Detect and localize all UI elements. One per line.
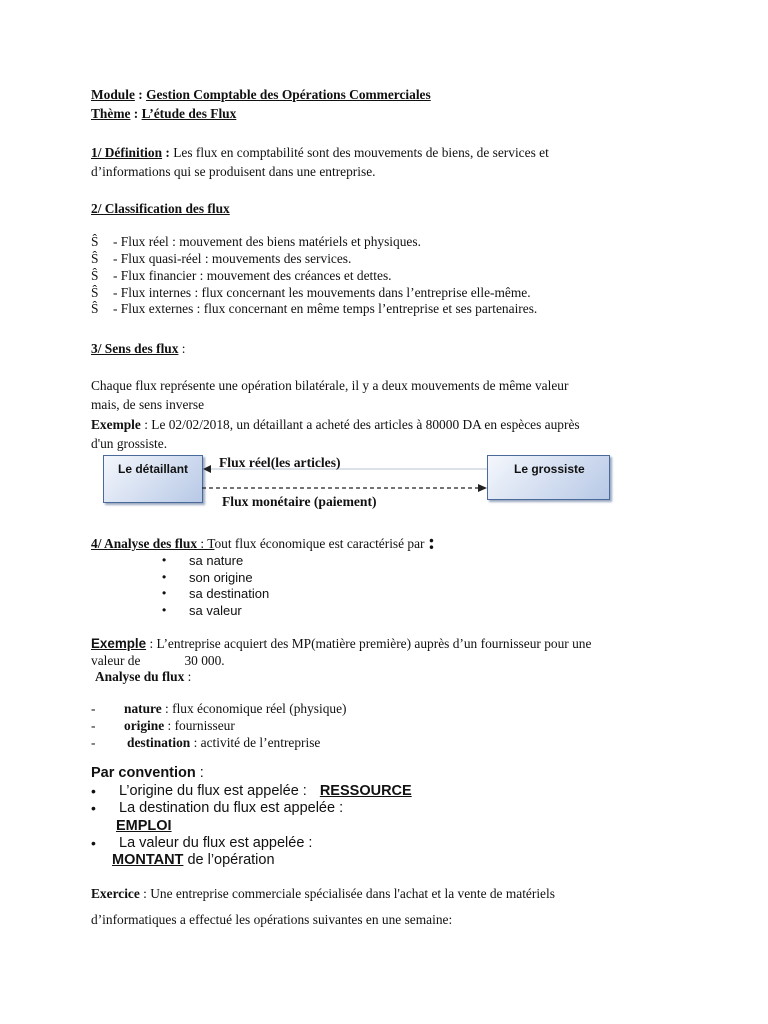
exercice-label: Exercice xyxy=(91,886,140,901)
module-separator: : xyxy=(134,87,147,102)
bullet-dot: • xyxy=(162,603,167,617)
bullet-glyph: Ŝ xyxy=(91,285,99,300)
module-line xyxy=(91,86,431,103)
classification-item-text: - Flux financier : mouvement des créances et dettes. xyxy=(113,268,392,283)
convention-item-2: La destination du flux est appelée : xyxy=(119,800,344,816)
convention-separator: : xyxy=(195,765,204,781)
exercice-line-1 xyxy=(91,885,555,902)
analyse-heading-line xyxy=(91,529,436,554)
retailer-label: Le détaillant xyxy=(118,462,189,476)
row-key: nature xyxy=(124,701,162,716)
theme-value: L’étude des Flux xyxy=(141,106,237,121)
analyse-sub-heading-line xyxy=(95,668,191,685)
real-flow-arrowhead xyxy=(203,465,211,473)
bullet-dot: • xyxy=(162,586,167,600)
analyse-example-value: 30 000. xyxy=(184,653,225,668)
exercice-text-1: : Une entreprise commerciale spécialisée dans l'achat et la vente de matériels xyxy=(139,886,555,901)
analyse-example-line-2 xyxy=(91,652,225,669)
theme-separator: : xyxy=(130,106,142,121)
montant-keyword: MONTANT xyxy=(112,852,184,868)
analyse-sub-separator: : xyxy=(184,669,192,684)
row-value: : activité de l’entreprise xyxy=(190,735,321,750)
classification-item-2 xyxy=(91,250,351,267)
sens-line-1: Chaque flux représente une opération bilatérale, il y a deux mouvements de même valeur xyxy=(91,378,569,393)
convention-item-3: La valeur du flux est appelée : xyxy=(119,835,313,851)
bullet-dot: • xyxy=(162,553,167,567)
analyse-bullet-3: sa destination xyxy=(189,586,270,601)
row-key: destination xyxy=(127,735,191,750)
dash-marker: - xyxy=(91,718,96,733)
convention-item-1 xyxy=(119,783,412,800)
sens-example-line-1 xyxy=(91,416,580,433)
analyse-example-label: Exemple xyxy=(91,636,147,651)
sens-example-text: : Le 02/02/2018, un détaillant a acheté des articles à 80000 DA en espèces auprès xyxy=(140,417,580,432)
bullet-dot: • xyxy=(91,835,96,851)
module-label: Module xyxy=(91,87,135,102)
analyse-colon: : xyxy=(427,529,436,554)
classification-item-5 xyxy=(91,300,537,317)
sens-line-2: mais, de sens inverse xyxy=(91,397,205,412)
analyse-intro: out flux économique est caractérisé par xyxy=(214,536,428,551)
sens-separator: : xyxy=(178,341,186,356)
definition-line-2: d’informations qui se produisent dans une entreprise. xyxy=(91,164,376,179)
dash-marker: - xyxy=(91,701,96,716)
analyse-row-origine xyxy=(91,717,235,734)
definition-separator: : xyxy=(162,145,170,160)
classification-item-text: - Flux quasi-réel : mouvements des services. xyxy=(113,251,352,266)
sens-heading: 3/ Sens des flux xyxy=(91,341,179,356)
sens-example-label: Exemple xyxy=(91,417,141,432)
real-flow-label: Flux réel(les articles) xyxy=(219,455,341,470)
convention-heading: Par convention xyxy=(91,765,196,781)
retailer-box xyxy=(103,455,203,503)
sens-example-line-2: d'un grossiste. xyxy=(91,436,168,451)
exercice-line-2: d’informatiques a effectué les opérations suivantes en une semaine: xyxy=(91,912,453,927)
analyse-example-value-label: valeur de xyxy=(91,653,141,668)
bullet-dot: • xyxy=(91,800,96,816)
analyse-sub-heading: Analyse du flux xyxy=(95,669,185,684)
definition-text-1: Les flux en comptabilité sont des mouvements de biens, de services et xyxy=(169,145,549,160)
theme-label: Thème xyxy=(91,106,131,121)
convention-heading-line xyxy=(91,765,204,782)
convention-item-3-tail: de l’opération xyxy=(183,852,275,868)
money-flow-label: Flux monétaire (paiement) xyxy=(222,494,377,509)
analyse-row-nature xyxy=(91,700,347,717)
classification-item-3 xyxy=(91,267,392,284)
bullet-glyph: Ŝ xyxy=(91,251,99,266)
classification-heading: 2/ Classification des flux xyxy=(91,201,230,216)
analyse-row-destination xyxy=(91,734,320,751)
bullet-dot: • xyxy=(91,783,96,799)
bullet-dot: • xyxy=(162,570,167,584)
convention-item-3-line-2 xyxy=(112,852,275,869)
definition-heading: 1/ Définition xyxy=(91,145,163,160)
analyse-bullet-4: sa valeur xyxy=(189,603,242,618)
analyse-example-text: : L’entreprise acquiert des MP(matière première) auprès d’un fournisseur pour une xyxy=(146,636,592,651)
row-key: origine xyxy=(124,718,165,733)
dash-marker: - xyxy=(91,735,96,750)
classification-item-text: - Flux internes : flux concernant les mouvements dans l’entreprise elle-même. xyxy=(113,285,531,300)
analyse-bullet-2: son origine xyxy=(189,570,253,585)
analyse-bullet-1: sa nature xyxy=(189,553,244,568)
analyse-intro-first: : T xyxy=(197,536,215,551)
module-value: Gestion Comptable des Opérations Commerciales xyxy=(146,87,431,102)
classification-item-1 xyxy=(91,233,421,250)
money-flow-arrowhead xyxy=(478,484,487,492)
classification-item-4 xyxy=(91,284,531,301)
emploi-keyword: EMPLOI xyxy=(116,818,172,834)
wholesaler-label: Le grossiste xyxy=(514,462,585,476)
bullet-glyph: Ŝ xyxy=(91,234,99,249)
sens-heading-line xyxy=(91,340,186,357)
wholesaler-box xyxy=(487,455,610,500)
classification-item-text: - Flux réel : mouvement des biens matériels et physiques. xyxy=(113,234,421,249)
bullet-glyph: Ŝ xyxy=(91,268,99,283)
ressource-keyword: RESSOURCE xyxy=(319,783,412,799)
classification-item-text: - Flux externes : flux concernant en même temps l’entreprise et ses partenaires. xyxy=(113,301,538,316)
convention-item-1-text: L’origine du flux est appelée : xyxy=(119,783,307,799)
theme-line xyxy=(91,105,236,122)
bullet-glyph: Ŝ xyxy=(91,301,99,316)
row-value: : flux économique réel (physique) xyxy=(161,701,347,716)
analyse-heading: 4/ Analyse des flux xyxy=(91,536,198,551)
analyse-example-line-1 xyxy=(91,635,591,652)
row-value: : fournisseur xyxy=(164,718,235,733)
definition-line-1 xyxy=(91,144,549,161)
